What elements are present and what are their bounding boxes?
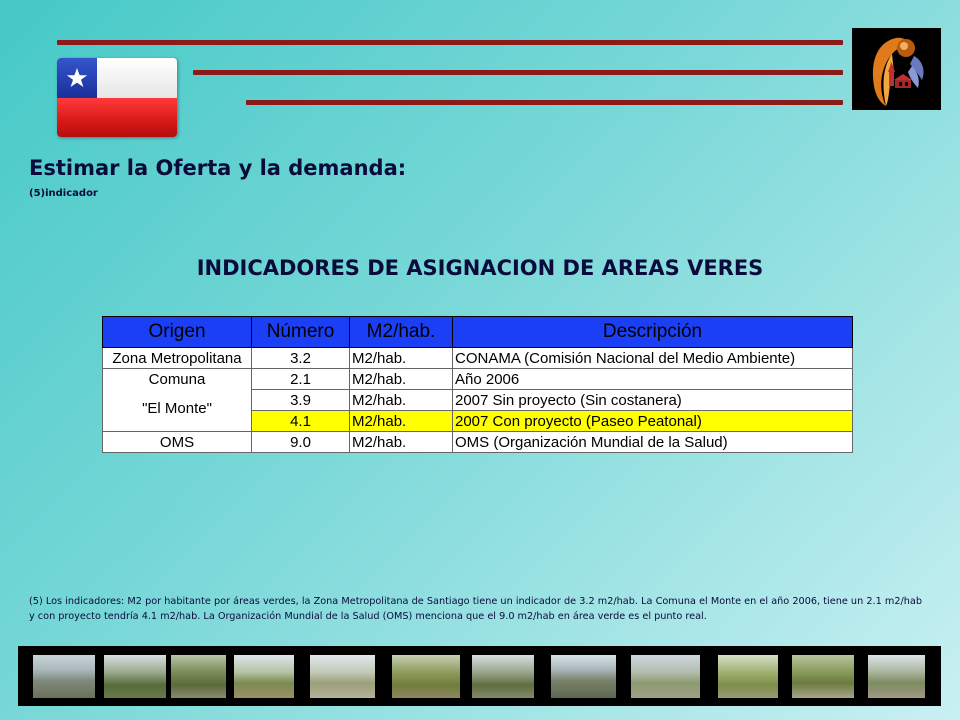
- section-heading: INDICADORES DE ASIGNACION DE AREAS VERES: [196, 256, 764, 280]
- cell-origen: "El Monte": [103, 390, 252, 432]
- chile-flag-icon: [57, 58, 177, 137]
- municipal-logo-icon: [852, 28, 941, 110]
- cell-descripcion: OMS (Organización Mundial de la Salud): [453, 432, 853, 453]
- photo-thumbnail: [792, 655, 854, 698]
- cell-unidad: M2/hab.: [350, 411, 453, 432]
- cell-descripcion: 2007 Sin proyecto (Sin costanera): [453, 390, 853, 411]
- cell-numero: 9.0: [252, 432, 350, 453]
- cell-numero: 3.9: [252, 390, 350, 411]
- cell-unidad: M2/hab.: [350, 432, 453, 453]
- header-bar-bottom: [246, 100, 843, 105]
- cell-descripcion: CONAMA (Comisión Nacional del Medio Ambiente): [453, 348, 853, 369]
- page-title: Estimar la Oferta y la demanda:: [29, 156, 407, 180]
- cell-unidad: M2/hab.: [350, 369, 453, 390]
- photo-thumbnail: [104, 655, 166, 698]
- cell-origen: Comuna: [103, 369, 252, 390]
- photo-thumbnail: [631, 655, 700, 698]
- column-header-descripcion: Descripción: [453, 317, 853, 348]
- photo-thumbnail: [171, 655, 226, 698]
- table-row: [103, 390, 853, 411]
- cell-descripcion: 2007 Con proyecto (Paseo Peatonal): [453, 411, 853, 432]
- photo-thumbnail: [310, 655, 375, 698]
- page-subtitle: (5)indicador: [29, 188, 98, 199]
- cell-origen: Zona Metropolitana: [103, 348, 252, 369]
- header-bar-top: [57, 40, 843, 45]
- photo-thumbnail: [234, 655, 294, 698]
- column-header-numero: Número: [252, 317, 350, 348]
- cell-unidad: M2/hab.: [350, 390, 453, 411]
- cell-numero: 4.1: [252, 411, 350, 432]
- column-header-origen: Origen: [103, 317, 252, 348]
- header-bar-middle: [193, 70, 843, 75]
- table-row: [103, 348, 853, 369]
- photo-thumbnail: [868, 655, 925, 698]
- table-header-row: [103, 317, 853, 348]
- cell-origen: OMS: [103, 432, 252, 453]
- photo-thumbnail: [472, 655, 534, 698]
- photo-thumbnail: [33, 655, 95, 698]
- table-row: [103, 369, 853, 390]
- cell-numero: 3.2: [252, 348, 350, 369]
- cell-numero: 2.1: [252, 369, 350, 390]
- photo-strip: [18, 646, 941, 706]
- table-row: [103, 432, 853, 453]
- star-icon: [57, 60, 97, 94]
- indicators-table: [102, 316, 853, 453]
- cell-descripcion: Año 2006: [453, 369, 853, 390]
- photo-thumbnail: [392, 655, 460, 698]
- cell-unidad: M2/hab.: [350, 348, 453, 369]
- footnote: (5) Los indicadores: M2 por habitante por áreas verdes, la Zona Metropolitana de Santiago tiene un indicador de 3.2 m2/hab. La Comuna el Monte en el año 2006, tiene un 2.1 m2/hab y con proyecto tendría 4.1 m2/hab. La Organización Mundial de la Salud (OMS) menciona que el 9.0 m2/hab en área verde es el punto real.: [29, 596, 922, 622]
- photo-thumbnail: [551, 655, 616, 698]
- photo-thumbnail: [718, 655, 778, 698]
- column-header-unidad: M2/hab.: [350, 317, 453, 348]
